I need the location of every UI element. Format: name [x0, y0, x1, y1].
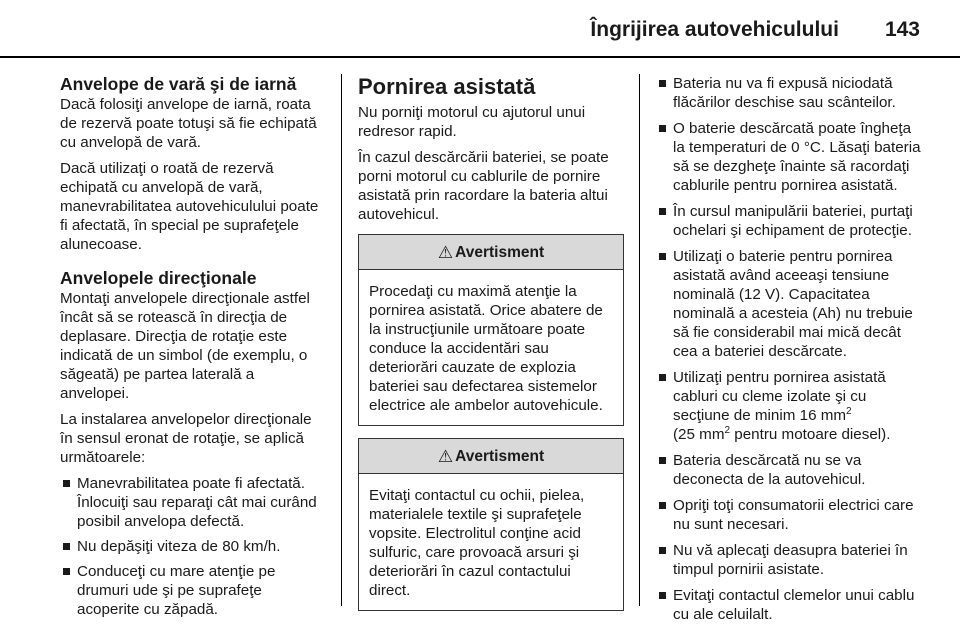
heading-summer-winter-tyres: Anvelope de vară şi de iarnă: [60, 74, 297, 94]
warning-text: Evitaţi contactul cu ochii, pielea, materialele textile şi suprafeţele vopsite. Electrolitul conţine acid sulfuric, care provoacă arsuri şi deteriorări în cazul contactului direct.: [369, 487, 585, 599]
column-2: [358, 74, 624, 623]
list-item: Conduceţi cu mare atenţie pe drumuri ude şi pe suprafeţe acoperite cu zăpadă.: [60, 562, 326, 619]
warning-title: Avertisment: [455, 447, 545, 465]
superscript: 2: [846, 405, 852, 417]
warning-header: [359, 439, 623, 474]
list-item: Manevrabilitatea poate fi afectată. Înlocuiţi sau reparaţi cât mai curând posibil anvelopa defectă.: [60, 474, 326, 531]
warning-box: [358, 234, 624, 426]
paragraph: La instalarea anvelopelor direcţionale în sensul eronat de rotaţie, se aplică următoarele:: [60, 411, 312, 466]
header-rule: [0, 56, 960, 58]
list-item: În cursul manipulării bateriei, purtaţi ochelari şi echipament de protecţie.: [656, 202, 924, 240]
bullet-list: [60, 474, 326, 619]
list-item: Nu depăşiţi viteza de 80 km/h.: [60, 537, 326, 556]
paragraph: Nu porniţi motorul cu ajutorul unui redresor rapid.: [358, 104, 586, 140]
warning-header: [359, 235, 623, 270]
column-divider: [341, 74, 342, 606]
warning-text: Procedaţi cu maximă atenţie la pornirea asistată. Orice abatere de la instrucţiunile următoare poate conduce la accidentări sau deteriorări cauzate de explozia bateriei sau defectarea sistemelor electrice ale ambelor autovehicule.: [369, 283, 603, 414]
paragraph: Dacă utilizaţi o roată de rezervă echipată cu anvelopă de vară, manevrabilitatea autovehiculului poate fi afectată, în special pe suprafeţele alunecoase.: [60, 160, 319, 253]
paragraph: În cazul descărcării bateriei, se poate porni motorul cu cablurile de pornire asistată prin racordare la bateria altui autovehicul.: [358, 149, 609, 223]
column-3: [656, 74, 924, 631]
list-item: Bateria nu va fi expusă niciodată flăcărilor deschise sau scânteilor.: [656, 74, 924, 112]
warning-box: [358, 438, 624, 611]
heading-directional-tyres: Anvelopele direcţionale: [60, 268, 257, 288]
list-item: O baterie descărcată poate îngheţa la temperaturi de 0 °C. Lăsaţi bateria să se dezgheţe înainte să racordaţi cablurile pentru pornirea asistată.: [656, 119, 924, 195]
list-item: Evitaţi contactul clemelor unui cablu cu ale celuilalt.: [656, 586, 924, 624]
chapter-title: Îngrijirea autovehiculului: [590, 18, 839, 41]
warning-triangle-icon: ⚠: [437, 242, 454, 262]
paragraph: Montaţi anvelopele direcţionale astfel încât să se rotească în direcţia de deplasare. Direcţia de rotaţie este indicată de un simbol (de exemplu, o săgeată) pe partea laterală a anvelopei.: [60, 290, 310, 402]
warning-title: Avertisment: [455, 243, 545, 261]
column-divider: [639, 74, 640, 606]
list-item-cables: [656, 368, 924, 444]
list-item: Utilizaţi o baterie pentru pornirea asistată având aceeaşi tensiune nominală (12 V). Capacitatea nominală a acesteia (Ah) nu trebuie să fie considerabil mai mică decât cea a bateriei descărcate.: [656, 247, 924, 361]
superscript: 2: [724, 424, 731, 436]
heading-jump-start: Pornirea asistată: [358, 74, 536, 99]
paragraph: Dacă folosiţi anvelope de iarnă, roata de rezervă poate totuşi să fie echipată cu anvelopă de vară.: [60, 96, 317, 151]
bullet-list: [656, 74, 924, 624]
column-1: [60, 74, 326, 625]
cable-text-3: pentru motoare diesel).: [730, 426, 891, 443]
page-header: [590, 18, 920, 42]
warning-triangle-icon: ⚠: [437, 446, 454, 466]
list-item: Nu vă aplecaţi deasupra bateriei în timpul pornirii asistate.: [656, 541, 924, 579]
list-item: Bateria descărcată nu se va deconecta de la autovehicul.: [656, 451, 924, 489]
cable-text-2: (25 mm: [673, 426, 725, 443]
cable-text-1: Utilizaţi pentru pornirea asistată cabluri cu cleme izolate şi cu secţiune de minim 16 mm: [673, 369, 886, 424]
list-item: Opriţi toţi consumatorii electrici care nu sunt necesari.: [656, 496, 924, 534]
page-number: 143: [884, 18, 920, 41]
